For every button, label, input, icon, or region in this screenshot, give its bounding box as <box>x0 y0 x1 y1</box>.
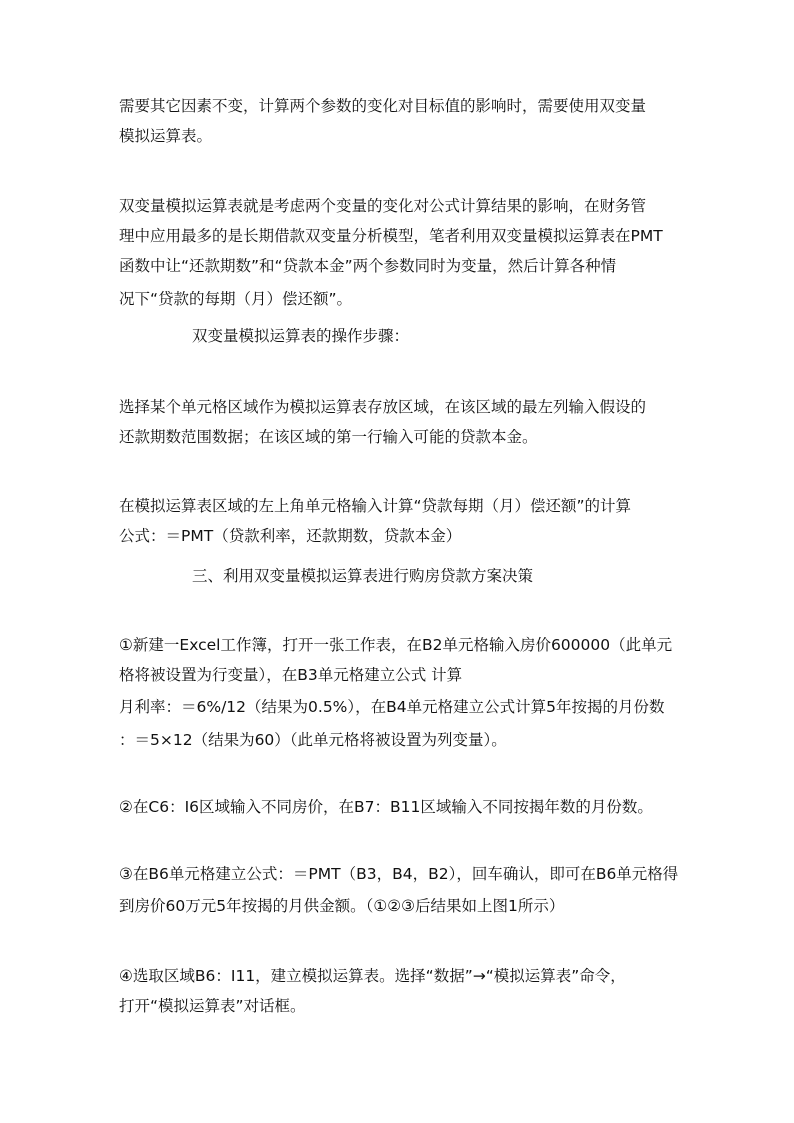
text-line: 打开“模拟运算表”对话框。 <box>119 997 306 1015</box>
text-line: ②在C6：I6区域输入不同房价，在B7：B11区域输入不同按揭年数的月份数。 <box>119 798 653 816</box>
text-line: ①新建一Excel工作簿，打开一张工作表，在B2单元格输入房价600000（此单元 <box>119 636 673 654</box>
section-heading: 双变量模拟运算表的操作步骤： <box>192 327 410 345</box>
text-line: 选择某个单元格区域作为模拟运算表存放区域，在该区域的最左列输入假设的 <box>119 398 647 416</box>
text-line: 模拟运算表。 <box>119 127 213 145</box>
text-line: ④选取区域B6：I11，建立模拟运算表。选择“数据”→“模拟运算表”命令， <box>119 967 626 985</box>
text-line: 双变量模拟运算表就是考虑两个变量的变化对公式计算结果的影响，在财务管 <box>119 197 647 215</box>
section-heading: 三、利用双变量模拟运算表进行购房贷款方案决策 <box>192 567 534 585</box>
text-line: 在模拟运算表区域的左上角单元格输入计算“贷款每期（月）偿还额”的计算 <box>119 497 632 515</box>
text-line: ③在B6单元格建立公式：＝PMT（B3，B4，B2），回车确认，即可在B6单元格得 <box>119 865 679 883</box>
text-line: 理中应用最多的是长期借款双变量分析模型，笔者利用双变量模拟运算表在PMT <box>119 227 663 245</box>
text-line: ：＝5×12（结果为60）（此单元格将被设置为列变量）。 <box>119 731 507 749</box>
text-line: 况下“贷款的每期（月）偿还额”。 <box>119 290 353 308</box>
text-line: 还款期数范围数据；在该区域的第一行输入可能的贷款本金。 <box>119 428 538 446</box>
text-line: 到房价60万元5年按揭的月供金额。（①②③后结果如上图1所示） <box>119 897 565 915</box>
text-line: 需要其它因素不变，计算两个参数的变化对目标值的影响时，需要使用双变量 <box>119 97 647 115</box>
text-line: 月利率：＝6%/12（结果为0.5%），在B4单元格建立公式计算5年按揭的月份数 <box>119 698 665 716</box>
text-line: 公式：＝PMT（贷款利率，还款期数，贷款本金） <box>119 527 462 545</box>
text-line: 函数中让“还款期数”和“贷款本金”两个参数同时为变量，然后计算各种情 <box>119 257 617 275</box>
text-line: 格将被设置为行变量），在B3单元格建立公式 计算 <box>119 666 463 684</box>
